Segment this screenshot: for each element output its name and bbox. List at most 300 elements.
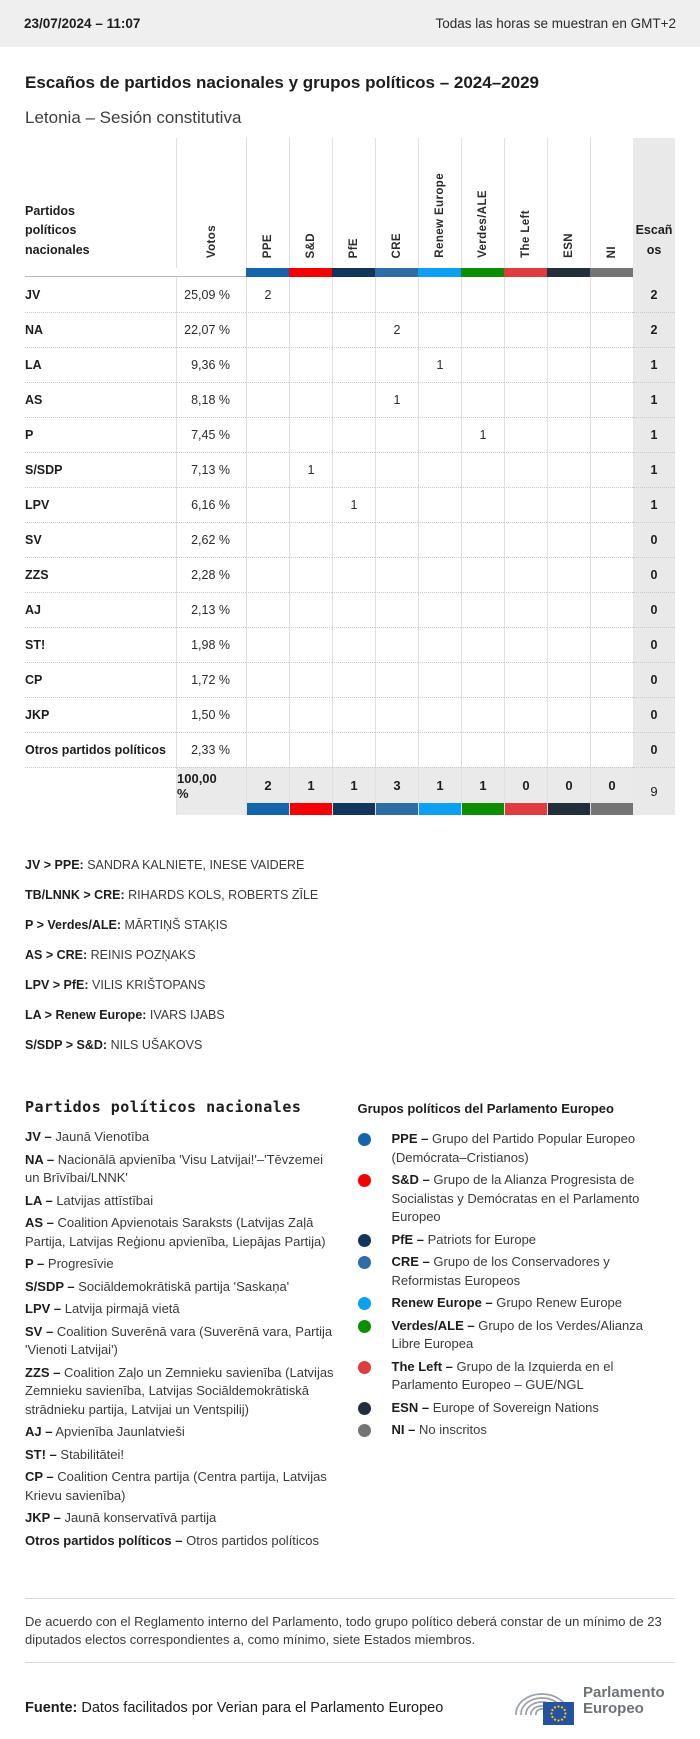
group-seats-cell — [547, 277, 590, 312]
group-seats-cell — [590, 347, 633, 382]
group-full-name: Grupo de la Alianza Progresista de Socialistas y Demócratas en el Parlamento Europeo — [391, 1172, 640, 1224]
group-seats-cell — [547, 662, 590, 697]
total-group-cell — [418, 767, 461, 815]
party-full-name: Coalition Suverēnā vara (Suverēnā vara, Partija 'Vienoti Latvijai') — [25, 1323, 333, 1357]
european-parliament-logo — [509, 1675, 675, 1727]
group-seats-cell — [504, 557, 547, 592]
group-legend-item — [358, 1358, 676, 1395]
group-seats-cell — [547, 452, 590, 487]
group-seats-cell — [590, 452, 633, 487]
footnote — [25, 1039, 675, 1052]
group-seats-cell — [375, 277, 418, 312]
divider — [25, 1598, 675, 1599]
footnote-label: JV > PPE: — [25, 858, 84, 872]
footnote — [25, 949, 675, 962]
header-group-ni — [590, 138, 633, 268]
group-color-dot — [358, 1424, 371, 1437]
seats-cell: 2 — [633, 277, 675, 312]
total-group-cell — [590, 767, 633, 815]
content — [0, 73, 700, 1739]
votes-cell: 8,18 % — [176, 382, 246, 417]
group-full-name: Patriots for Europe — [427, 1231, 537, 1247]
group-color-dot — [358, 1234, 371, 1247]
source-text — [25, 1700, 443, 1716]
seats-cell: 0 — [633, 522, 675, 557]
footnote-names: NILS UŠAKOVS — [110, 1038, 203, 1052]
group-header-label: ESN — [563, 233, 575, 258]
group-legend-item — [358, 1421, 676, 1440]
party-abbr: AS – — [25, 1215, 54, 1230]
group-color-bar — [591, 803, 633, 815]
group-seats-cell — [461, 732, 504, 767]
party-legend-item — [25, 1468, 341, 1505]
votes-cell: 2,62 % — [176, 522, 246, 557]
group-color-bar — [419, 803, 461, 815]
group-legend-item — [358, 1171, 676, 1227]
party-name-cell: SV — [25, 522, 176, 557]
group-seats-cell — [504, 697, 547, 732]
group-color-bar — [375, 268, 418, 277]
group-full-name: Grupo del Partido Popular Europeo (Demócrata–Cristianos) — [391, 1131, 636, 1165]
party-abbr: NA – — [25, 1151, 55, 1167]
votes-cell: 22,07 % — [176, 312, 246, 347]
footnote — [25, 859, 675, 872]
seats-cell: 2 — [633, 312, 675, 347]
group-seats-cell — [590, 662, 633, 697]
strip-spacer — [25, 268, 176, 277]
footnote-label: S/SDP > S&D: — [25, 1038, 108, 1052]
party-legend-item — [25, 1151, 341, 1188]
group-seats-cell — [246, 732, 289, 767]
party-legend-item — [25, 1128, 341, 1147]
party-full-name: Coalition Apvienotais Saraksts (Latvijas Zaļā Partija, Latvijas Reģionu apvienība, Liepājas Partija) — [25, 1215, 326, 1249]
group-seats-cell — [375, 522, 418, 557]
table-row — [25, 627, 676, 662]
group-seats-cell — [547, 627, 590, 662]
total-group-value: 1 — [436, 778, 444, 793]
total-spacer — [25, 767, 176, 815]
party-abbr: SV – — [25, 1323, 54, 1339]
group-seats-cell — [547, 592, 590, 627]
total-group-value: 1 — [479, 778, 487, 793]
group-seats-cell — [246, 487, 289, 522]
total-group-value: 0 — [522, 778, 530, 793]
group-seats-cell — [418, 312, 461, 347]
group-header-label: NI — [606, 245, 618, 258]
group-seats-cell — [418, 277, 461, 312]
group-seats-cell — [504, 522, 547, 557]
group-seats-cell — [289, 732, 332, 767]
group-seats-cell — [332, 697, 375, 732]
group-seats-cell — [504, 312, 547, 347]
total-seats-cell: 9 — [633, 767, 675, 815]
group-seats-cell — [590, 277, 633, 312]
group-seats-cell — [246, 522, 289, 557]
source-row — [25, 1675, 675, 1727]
source-value: Datos facilitados por Verian para el Parlamento Europeo — [81, 1700, 444, 1716]
party-name-cell: CP — [25, 662, 176, 697]
group-color-bar — [547, 268, 590, 277]
group-seats-cell — [418, 452, 461, 487]
group-full-name: Grupo Renew Europe — [496, 1295, 623, 1310]
group-seats-cell — [375, 452, 418, 487]
group-abbr: The Left – — [391, 1358, 453, 1374]
group-seats-cell — [418, 487, 461, 522]
party-abbr: ZZS – — [25, 1364, 61, 1380]
party-name-cell: ZZS — [25, 557, 176, 592]
group-seats-cell — [590, 382, 633, 417]
table-header-row — [25, 138, 676, 268]
group-seats-cell — [289, 697, 332, 732]
header-group-esn — [547, 138, 590, 268]
group-seats-cell — [332, 277, 375, 312]
group-seats-cell — [504, 732, 547, 767]
group-seats-cell — [418, 697, 461, 732]
votes-cell: 2,13 % — [176, 592, 246, 627]
total-group-cell — [289, 767, 332, 815]
logo-wordmark: Parlamento Europeo — [583, 1684, 665, 1717]
group-header-label: Verdes/ALE — [477, 190, 489, 258]
timezone-note: Todas las horas se muestran en GMT+2 — [435, 16, 676, 31]
group-seats-cell — [289, 487, 332, 522]
seats-cell: 0 — [633, 557, 675, 592]
total-group-value: 1 — [350, 778, 358, 793]
party-full-name: Jaunā konservatīvā partija — [64, 1510, 217, 1525]
votes-cell: 1,98 % — [176, 627, 246, 662]
group-legend-item — [358, 1130, 676, 1167]
group-seats-cell — [289, 417, 332, 452]
party-full-name: Nacionālā apvienība 'Visu Latvijai!'–'Tēvzemei un Brīvībai/LNNK' — [25, 1151, 323, 1185]
footnote-label: LA > Renew Europe: — [25, 1008, 147, 1022]
group-seats-cell — [504, 452, 547, 487]
footnote-names: MĀRTIŅŠ STAĶIS — [124, 918, 228, 932]
group-color-bar — [504, 268, 547, 277]
group-seats-cell — [590, 592, 633, 627]
group-seats-cell — [375, 627, 418, 662]
table-row — [25, 487, 676, 522]
group-full-name: No inscritos — [418, 1422, 487, 1437]
group-full-name: Europe of Sovereign Nations — [432, 1399, 599, 1415]
group-seats-cell — [289, 662, 332, 697]
group-header-label: PPE — [262, 233, 274, 258]
group-seats-cell — [590, 732, 633, 767]
regulation-note: De acuerdo con el Reglamento interno del Parlamento, todo grupo político deberá constar de un mínimo de 23 diputados electos correspondientes a, como mínimo, siete Estados miembros. — [25, 1614, 662, 1647]
group-seats-cell — [547, 347, 590, 382]
table-row — [25, 347, 676, 382]
party-full-name: Latvija pirmajā vietā — [64, 1301, 180, 1316]
party-name-cell: ST! — [25, 627, 176, 662]
total-group-value: 1 — [307, 778, 315, 793]
group-legend — [358, 1098, 676, 1554]
group-seats-cell — [332, 662, 375, 697]
party-name-cell: JV — [25, 287, 41, 302]
group-seats-cell — [461, 627, 504, 662]
seats-cell: 1 — [633, 347, 675, 382]
total-group-cell — [461, 767, 504, 815]
table-row — [25, 452, 676, 487]
group-seats-cell — [590, 697, 633, 732]
group-seats-cell — [547, 417, 590, 452]
group-seats-cell — [504, 592, 547, 627]
party-abbr: LA – — [25, 1192, 53, 1208]
total-votes-cell — [176, 767, 246, 815]
party-full-name: Jaunā Vienotība — [55, 1129, 150, 1144]
group-seats-cell — [547, 487, 590, 522]
group-seats-cell — [246, 382, 289, 417]
group-seats-cell — [332, 522, 375, 557]
group-seats-cell — [504, 382, 547, 417]
party-full-name: Sociāldemokrātiskā partija 'Saskaņa' — [78, 1278, 290, 1294]
group-seats-cell — [418, 592, 461, 627]
party-full-name: Apvienība Jaunlatvieši — [55, 1424, 185, 1439]
total-group-cell — [332, 767, 375, 815]
group-seats-cell — [246, 697, 289, 732]
group-seats-cell — [461, 452, 504, 487]
party-full-name: Stabilitātei! — [60, 1446, 125, 1462]
header-national-parties-label: Partidos políticos nacionales — [25, 203, 90, 257]
group-seats-cell — [289, 312, 332, 347]
group-color-bar — [290, 803, 332, 815]
group-seats-cell — [504, 277, 547, 312]
group-seats-cell — [332, 557, 375, 592]
group-color-dot — [358, 1320, 371, 1333]
group-seats-cell — [246, 312, 289, 347]
footnote — [25, 919, 675, 932]
group-legend-item — [358, 1231, 676, 1250]
group-full-name: Grupo de los Verdes/Alianza Libre Europea — [391, 1317, 644, 1351]
group-color-bar — [246, 268, 289, 277]
group-legend-item — [358, 1253, 676, 1290]
party-abbr: ST! – — [25, 1446, 57, 1462]
party-legend-item — [25, 1255, 341, 1274]
group-seats-cell — [418, 522, 461, 557]
group-seats-cell — [375, 732, 418, 767]
group-seats-cell — [418, 662, 461, 697]
footnote-names: IVARS IJABS — [149, 1008, 225, 1022]
header-national-parties — [25, 138, 176, 268]
group-color-bar — [289, 268, 332, 277]
table-row — [25, 732, 676, 767]
table-row — [25, 557, 676, 592]
header-votes — [176, 138, 246, 268]
total-group-cell — [246, 767, 289, 815]
group-seats-cell — [590, 487, 633, 522]
group-header-label: PfE — [348, 237, 360, 258]
group-seats-cell — [461, 697, 504, 732]
table-row — [25, 697, 676, 732]
group-color-dot — [358, 1402, 371, 1415]
table-total-row — [25, 767, 676, 815]
group-seats-cell: 1 — [375, 382, 418, 417]
party-legend-item — [25, 1509, 341, 1528]
group-seats-cell: 1 — [461, 417, 504, 452]
group-abbr: NI – — [391, 1422, 416, 1437]
header-group-ppe — [246, 138, 289, 268]
group-seats-cell — [246, 557, 289, 592]
group-abbr: S&D – — [391, 1172, 430, 1187]
group-header-label: CRE — [391, 232, 403, 258]
votes-cell: 9,36 % — [176, 347, 246, 382]
party-abbr: Otros partidos políticos – — [25, 1532, 183, 1548]
group-seats-cell — [547, 557, 590, 592]
group-legend-item — [358, 1399, 676, 1418]
group-seats-cell — [461, 522, 504, 557]
total-group-cell — [375, 767, 418, 815]
group-color-bar — [548, 803, 590, 815]
group-seats-cell — [547, 312, 590, 347]
party-abbr: AJ – — [25, 1424, 53, 1439]
header-votes-label: Votos — [205, 224, 218, 258]
seats-cell: 1 — [633, 452, 675, 487]
group-seats-cell — [418, 627, 461, 662]
party-legend-item — [25, 1364, 341, 1420]
votes-cell: 7,45 % — [176, 417, 246, 452]
group-seats-cell: 2 — [246, 277, 289, 312]
group-seats-cell — [246, 452, 289, 487]
group-seats-cell — [504, 417, 547, 452]
group-seats-cell — [418, 557, 461, 592]
party-legend-item — [25, 1214, 341, 1251]
legends — [25, 1098, 675, 1554]
party-legend-item — [25, 1532, 341, 1551]
party-full-name: Latvijas attīstībai — [56, 1192, 154, 1208]
group-seats-cell — [375, 697, 418, 732]
party-legend — [25, 1098, 341, 1554]
divider — [25, 1662, 675, 1663]
footnote-label: P > Verdes/ALE: — [25, 918, 121, 932]
table-row — [25, 592, 676, 627]
group-seats-cell — [547, 697, 590, 732]
total-bar-spacer — [177, 803, 230, 815]
seats-cell: 0 — [633, 627, 675, 662]
group-abbr: ESN – — [391, 1399, 430, 1415]
group-color-bar — [247, 803, 289, 815]
footnote-names: RIHARDS KOLS, ROBERTS ZĪLE — [128, 888, 319, 902]
group-seats-cell — [289, 277, 332, 312]
group-seats-cell — [547, 732, 590, 767]
table-row — [25, 662, 676, 697]
votes-cell: 1,72 % — [176, 662, 246, 697]
group-seats-cell — [375, 557, 418, 592]
party-legend-item — [25, 1423, 341, 1442]
party-abbr: CP – — [25, 1469, 54, 1484]
group-abbr: Verdes/ALE – — [391, 1317, 475, 1333]
group-abbr: PfE – — [391, 1231, 425, 1247]
group-color-bar — [462, 803, 504, 815]
party-name-cell: S/SDP — [25, 452, 176, 487]
party-name-cell: JKP — [25, 697, 176, 732]
footnote — [25, 979, 675, 992]
group-seats-cell — [289, 522, 332, 557]
table-row — [25, 312, 676, 347]
group-color-bar — [376, 803, 418, 815]
party-abbr: P – — [25, 1256, 45, 1271]
total-group-cell — [504, 767, 547, 815]
group-color-dot — [358, 1256, 371, 1269]
group-seats-cell: 1 — [332, 487, 375, 522]
group-color-bar — [590, 268, 633, 277]
group-seats-cell: 2 — [375, 312, 418, 347]
header-group-renew-europe — [418, 138, 461, 268]
group-color-dot — [358, 1361, 371, 1374]
strip-spacer — [633, 268, 675, 277]
table-row — [25, 382, 676, 417]
group-seats-cell — [246, 417, 289, 452]
votes-cell: 25,09 % — [176, 277, 246, 312]
group-seats-cell — [590, 522, 633, 557]
group-seats-cell — [289, 627, 332, 662]
seats-cell: 0 — [633, 662, 675, 697]
party-name-cell: LA — [25, 347, 176, 382]
votes-cell: 7,13 % — [176, 452, 246, 487]
party-full-name: Coalition Centra partija (Centra partija, Latvijas Krievu savienība) — [25, 1469, 327, 1503]
footnote-names: SANDRA KALNIETE, INESE VAIDERE — [87, 858, 305, 872]
group-seats-cell — [375, 487, 418, 522]
footnote-names: REINIS POZŅAKS — [90, 948, 196, 962]
footnote-label: LPV > PfE: — [25, 978, 89, 992]
party-full-name: Coalition Zaļo un Zemnieku savienība (Latvijas Zemnieku savienība, Latvijas Sociāldemokrātiskā strādnieku partija, Latvijai un Ventspilij) — [25, 1364, 334, 1417]
footnotes — [25, 859, 675, 1052]
group-seats-cell — [332, 627, 375, 662]
group-seats-cell — [289, 382, 332, 417]
strip-spacer — [176, 268, 246, 277]
group-seats-cell — [461, 382, 504, 417]
footnote — [25, 1009, 675, 1022]
header-group-the-left — [504, 138, 547, 268]
seats-cell: 1 — [633, 417, 675, 452]
seats-cell: 1 — [633, 487, 675, 522]
group-seats-cell — [547, 382, 590, 417]
party-legend-title: Partidos políticos nacionales — [25, 1098, 302, 1116]
party-legend-item — [25, 1192, 341, 1211]
party-legend-item — [25, 1323, 341, 1360]
total-group-value: 0 — [608, 778, 616, 793]
group-seats-cell — [289, 557, 332, 592]
group-seats-cell — [461, 277, 504, 312]
group-seats-cell — [375, 592, 418, 627]
group-seats-cell — [332, 312, 375, 347]
datetime-label: 23/07/2024 – 11:07 — [24, 16, 141, 31]
group-color-bar — [461, 268, 504, 277]
group-legend-items — [358, 1130, 676, 1440]
group-seats-cell — [590, 627, 633, 662]
seats-table — [25, 138, 676, 815]
group-seats-cell: 1 — [418, 347, 461, 382]
party-name-cell: AS — [25, 382, 176, 417]
group-abbr: PPE – — [391, 1131, 429, 1146]
group-color-bar — [333, 803, 375, 815]
party-name-cell: AJ — [25, 592, 176, 627]
group-abbr: Renew Europe – — [391, 1295, 493, 1310]
source-label: Fuente: — [25, 1700, 78, 1716]
votes-cell: 1,50 % — [176, 697, 246, 732]
votes-cell: 2,33 % — [176, 732, 246, 767]
table-row — [25, 522, 676, 557]
header-seats-label: Escaños — [635, 223, 673, 257]
group-seats-cell — [332, 347, 375, 382]
party-name-cell: P — [25, 417, 176, 452]
footnote-names: VILIS KRIŠTOPANS — [92, 978, 206, 992]
group-seats-cell — [461, 312, 504, 347]
total-group-cell — [547, 767, 590, 815]
party-abbr: JV – — [25, 1129, 52, 1144]
group-header-label: Renew Europe — [434, 173, 446, 258]
total-votes-value: 100,00 % — [177, 770, 217, 801]
hemicycle-eu-flag-icon — [509, 1675, 575, 1727]
party-name-cell: Otros partidos políticos — [25, 732, 176, 767]
page-subtitle: Letonia – Sesión constitutiva — [25, 108, 242, 127]
group-seats-cell — [418, 732, 461, 767]
